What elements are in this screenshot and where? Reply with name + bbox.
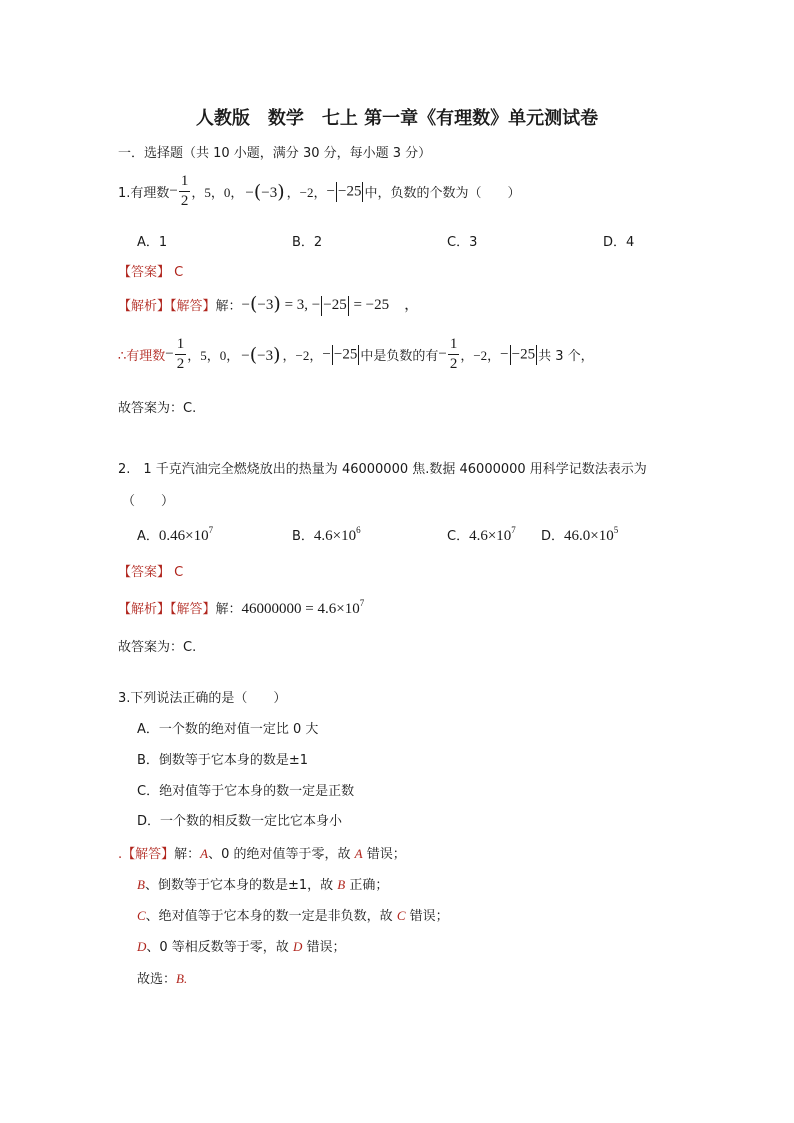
q1-therefore-neg: −: [165, 346, 174, 362]
q3-analysis-line-4: [137, 936, 345, 955]
q3-option-a: A．一个数的绝对值一定比 0 大: [137, 722, 319, 737]
q1-therefore-abs: − −25: [322, 345, 360, 365]
q1-analysis: [118, 293, 419, 316]
section-header: 一．选择题（共 10 小题，满分 30 分，每小题 3 分）: [118, 146, 432, 161]
q1-answer: [118, 261, 183, 280]
q2-option-b: [292, 525, 361, 545]
q3-line-2-end: 正确；: [345, 878, 389, 893]
q1-fraction: $\frac{1}{2}$: [180, 173, 189, 209]
q2-analysis: [118, 598, 364, 618]
q3-analysis-pre: 解：: [174, 847, 201, 862]
q1-final: 故答案为：C.: [118, 401, 197, 416]
q1-therefore-neg3: −(−3): [241, 343, 281, 366]
q3-letter-b: B: [137, 877, 145, 892]
q1-therefore-neg2: ，−2，: [282, 348, 323, 363]
q1-therefore-middle: 中是负数的有: [360, 349, 439, 364]
q2-analysis-label: 【解析】【解答】: [118, 602, 216, 617]
q1-option-c: C．3: [447, 235, 478, 250]
q3-line-3-end: 错误；: [405, 909, 449, 924]
q1-mid: 中，负数的个数为（ ）: [364, 186, 521, 201]
q1-neg2: ，−2，: [286, 185, 327, 200]
question-3-stem: 3.下列说法正确的是（ ）: [118, 691, 287, 706]
page-title: 人教版 数学 七上 第一章《有理数》单元测试卷: [195, 108, 599, 129]
q3-line-3-mid: 、绝对值等于它本身的数一定是非负数，故: [145, 909, 397, 924]
q2-option-c-letter: C．: [447, 529, 470, 544]
q2-option-b-letter: B．: [292, 529, 314, 544]
q1-neg-sign: −: [169, 183, 178, 199]
q3-analysis-label: .【解答】: [118, 847, 175, 862]
q1-answer-label: 【答案】: [118, 265, 171, 280]
q2-option-b-value: $4.6\times 10^6$: [313, 525, 361, 544]
q1-analysis-eq: −(−3) = 3, − −25 = −25 ，: [241, 293, 420, 315]
q3-letter-b-2: B: [337, 877, 346, 892]
q1-analysis-text: 解：: [215, 298, 242, 314]
q1-therefore-abs-b: − −25: [500, 345, 538, 365]
q3-final-pre: 故选：: [137, 972, 177, 987]
question-2-stem: 2. 1 千克汽油完全燃烧放出的热量为 46000000 焦.数据 46000000 用科学记数法表示为: [118, 462, 647, 477]
q3-letter-c-2: C: [396, 908, 406, 923]
q2-analysis-eq: $46000000 = 4.6\times 10^7$: [241, 598, 365, 617]
q1-therefore-count: 共 3 个，: [538, 349, 594, 364]
q2-option-c: [447, 525, 516, 545]
q1-answer-value: C: [174, 265, 184, 280]
q1-therefore-text: ∴有理数: [118, 349, 166, 364]
q3-letter-a-2: A: [354, 846, 363, 861]
q3-option-d: D．一个数的相反数一定比它本身小: [137, 814, 343, 829]
q2-analysis-text: 解：: [215, 602, 242, 617]
q3-letter-d: D: [137, 939, 147, 954]
question-1-stem: [118, 174, 520, 209]
q1-therefore-neg2-b: ，−2，: [460, 348, 501, 363]
q1-analysis-label: 【解析】【解答】: [118, 298, 216, 314]
q1-option-b: B．2: [292, 235, 323, 250]
q3-line-1-mid: 、0 的绝对值等于零，故: [208, 847, 355, 862]
q1-prefix: 1.有理数: [118, 186, 170, 201]
q3-letter-c: C: [137, 908, 146, 923]
q3-analysis-line-3: [137, 905, 449, 924]
q2-option-a: [137, 525, 213, 545]
q1-therefore: [118, 337, 594, 372]
q3-letter-d-2: D: [292, 939, 303, 954]
q2-option-d-value: $46.0\times 10^5$: [564, 525, 619, 544]
q3-final: [137, 968, 187, 987]
q1-therefore-fraction-b: $\frac{1}{2}$: [449, 336, 458, 372]
q3-analysis-line-1: [118, 843, 406, 862]
q2-paren: （ ）: [122, 494, 175, 509]
q3-line-2-mid: 、倒数等于它本身的数是±1，故: [144, 878, 338, 893]
q1-list-a: ，5，0，: [191, 185, 244, 200]
q2-answer-value: C: [174, 565, 184, 580]
q2-option-d: [541, 525, 618, 545]
q2-option-d-letter: D．: [541, 529, 565, 544]
q1-abs-expr: − −25: [327, 182, 365, 202]
q1-neg3: −(−3): [245, 180, 285, 203]
q3-final-letter: B.: [176, 971, 188, 986]
q3-analysis-line-2: [137, 874, 388, 893]
q3-option-c: C．绝对值等于它本身的数一定是正数: [137, 784, 355, 799]
q1-option-a: A．1: [137, 235, 168, 250]
q2-option-c-value: $4.6\times 10^7$: [469, 525, 516, 544]
q3-line-1-end: 错误；: [362, 847, 406, 862]
q1-option-d: D．4: [603, 235, 635, 250]
q2-option-a-value: $0.46\times 10^7$: [158, 525, 214, 544]
q3-letter-a: A: [200, 846, 209, 861]
q3-option-b: B．倒数等于它本身的数是±1: [137, 753, 309, 768]
q1-therefore-fraction: $\frac{1}{2}$: [176, 336, 185, 372]
q3-line-4-end: 错误；: [302, 940, 346, 955]
q2-answer-label: 【答案】: [118, 565, 171, 580]
q3-line-4-mid: 、0 等相反数等于零，故: [146, 940, 293, 955]
q2-final: 故答案为：C.: [118, 640, 197, 655]
q1-therefore-list: ，5，0，: [187, 348, 240, 363]
q2-option-a-letter: A．: [137, 529, 159, 544]
q2-answer: [118, 561, 183, 580]
q1-therefore-neg-b: −: [438, 346, 447, 362]
